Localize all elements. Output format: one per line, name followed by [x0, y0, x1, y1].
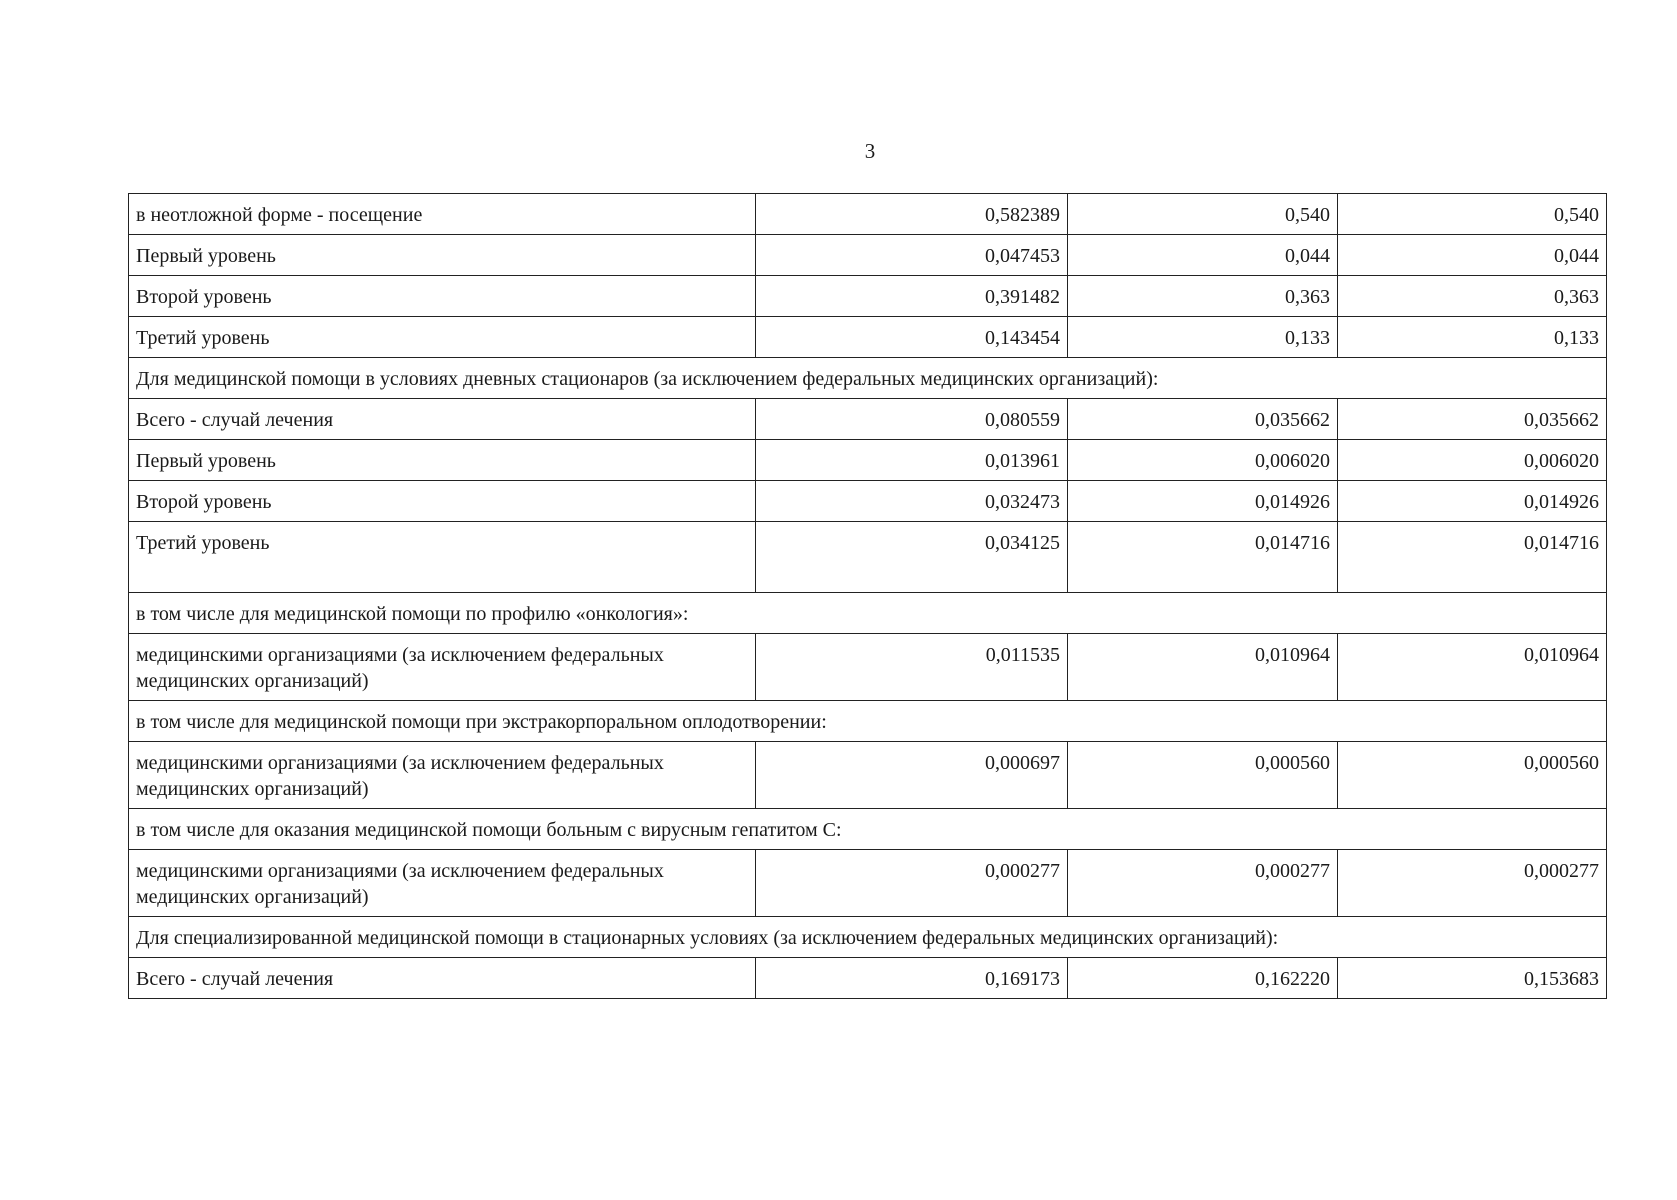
value-cell: 0,014926 [1068, 481, 1338, 522]
value-cell: 0,032473 [756, 481, 1068, 522]
value-cell: 0,014926 [1338, 481, 1607, 522]
row-label: Всего - случай лечения [129, 399, 756, 440]
value-cell: 0,080559 [756, 399, 1068, 440]
row-label: медицинскими организациями (за исключением федеральных медицинских организаций) [129, 850, 756, 917]
value-cell: 0,044 [1338, 235, 1607, 276]
value-cell: 0,000277 [756, 850, 1068, 917]
section-heading: в том числе для медицинской помощи по профилю «онкология»: [129, 593, 1607, 634]
table-row [129, 742, 1607, 809]
value-cell: 0,363 [1338, 276, 1607, 317]
table-row [129, 276, 1607, 317]
row-label: Второй уровень [129, 276, 756, 317]
section-row [129, 358, 1607, 399]
row-label: Третий уровень [129, 522, 756, 593]
table-row [129, 235, 1607, 276]
value-cell: 0,010964 [1338, 634, 1607, 701]
section-row [129, 701, 1607, 742]
value-cell: 0,035662 [1068, 399, 1338, 440]
table-row [129, 522, 1607, 593]
row-label: в неотложной форме - посещение [129, 194, 756, 235]
section-row [129, 593, 1607, 634]
row-label: Первый уровень [129, 440, 756, 481]
value-cell: 0,162220 [1068, 958, 1338, 999]
value-cell: 0,013961 [756, 440, 1068, 481]
value-cell: 0,133 [1068, 317, 1338, 358]
value-cell: 0,000277 [1338, 850, 1607, 917]
value-cell: 0,011535 [756, 634, 1068, 701]
row-label: Всего - случай лечения [129, 958, 756, 999]
value-cell: 0,391482 [756, 276, 1068, 317]
value-cell: 0,035662 [1338, 399, 1607, 440]
row-label: Третий уровень [129, 317, 756, 358]
value-cell: 0,143454 [756, 317, 1068, 358]
row-label: Второй уровень [129, 481, 756, 522]
normatives-table [128, 193, 1607, 999]
row-label: Первый уровень [129, 235, 756, 276]
value-cell: 0,044 [1068, 235, 1338, 276]
table-row [129, 399, 1607, 440]
value-cell: 0,540 [1068, 194, 1338, 235]
value-cell: 0,014716 [1338, 522, 1607, 593]
value-cell: 0,006020 [1068, 440, 1338, 481]
table-row [129, 634, 1607, 701]
value-cell: 0,000560 [1068, 742, 1338, 809]
row-label: медицинскими организациями (за исключением федеральных медицинских организаций) [129, 634, 756, 701]
value-cell: 0,582389 [756, 194, 1068, 235]
value-cell: 0,010964 [1068, 634, 1338, 701]
page-number: 3 [864, 139, 876, 163]
row-label: медицинскими организациями (за исключением федеральных медицинских организаций) [129, 742, 756, 809]
section-heading: в том числе для оказания медицинской помощи больным с вирусным гепатитом С: [129, 809, 1607, 850]
table-row [129, 440, 1607, 481]
value-cell: 0,000697 [756, 742, 1068, 809]
section-heading: в том числе для медицинской помощи при экстракорпоральном оплодотворении: [129, 701, 1607, 742]
value-cell: 0,540 [1338, 194, 1607, 235]
value-cell: 0,133 [1338, 317, 1607, 358]
section-heading: Для специализированной медицинской помощи в стационарных условиях (за исключением федеральных медицинских организаций): [129, 917, 1607, 958]
table-row [129, 194, 1607, 235]
table-row [129, 850, 1607, 917]
section-row [129, 917, 1607, 958]
value-cell: 0,006020 [1338, 440, 1607, 481]
value-cell: 0,047453 [756, 235, 1068, 276]
value-cell: 0,000560 [1338, 742, 1607, 809]
section-row [129, 809, 1607, 850]
value-cell: 0,014716 [1068, 522, 1338, 593]
value-cell: 0,000277 [1068, 850, 1338, 917]
value-cell: 0,169173 [756, 958, 1068, 999]
table-row [129, 317, 1607, 358]
section-heading: Для медицинской помощи в условиях дневных стационаров (за исключением федеральных медицинских организаций): [129, 358, 1607, 399]
table-row [129, 958, 1607, 999]
value-cell: 0,034125 [756, 522, 1068, 593]
value-cell: 0,363 [1068, 276, 1338, 317]
table-row [129, 481, 1607, 522]
value-cell: 0,153683 [1338, 958, 1607, 999]
